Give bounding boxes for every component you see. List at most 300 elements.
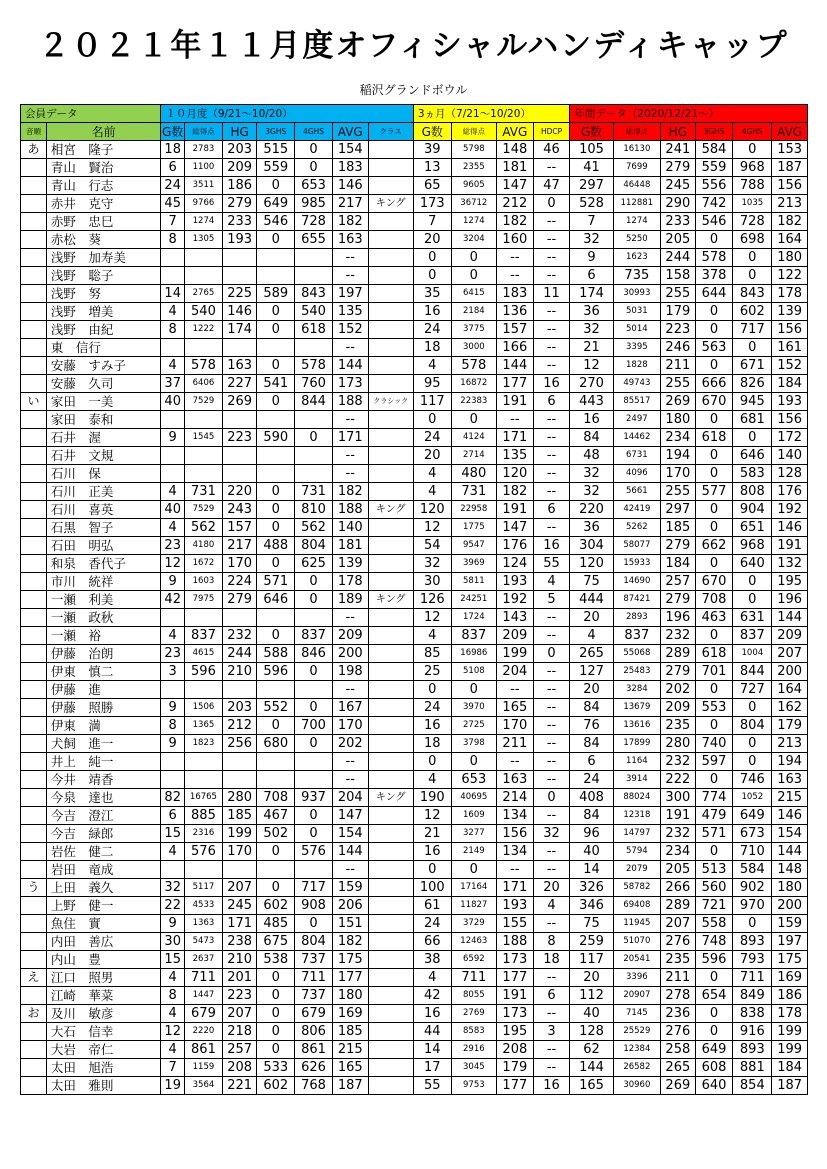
cell-oct-total: 16765 (185, 789, 223, 807)
cell-oct-total (185, 339, 223, 357)
table-row (21, 447, 808, 465)
cell-oct-hg: 210 (222, 663, 257, 681)
cell-oct-class (368, 645, 413, 663)
cell-3m-hdcp: 16 (533, 537, 570, 555)
cell-3m-games: 0 (413, 861, 451, 879)
cell-year-avg: 164 (772, 681, 808, 699)
cell-year-total: 20541 (613, 951, 660, 969)
cell-oct-class (368, 231, 413, 249)
cell-index (21, 735, 47, 753)
cell-3m-avg: 124 (496, 555, 533, 573)
cell-oct-hg: 257 (222, 1041, 257, 1059)
cell-year-3ghs: 748 (695, 933, 733, 951)
cell-year-games: 6 (570, 267, 613, 285)
table-row (21, 1077, 808, 1095)
cell-oct-games (161, 771, 185, 789)
cell-3m-avg: 157 (496, 321, 533, 339)
cell-year-4ghs: 968 (733, 159, 772, 177)
cell-oct-class (368, 861, 413, 879)
cell-oct-total: 7529 (185, 501, 223, 519)
cell-oct-avg: 217 (332, 195, 368, 213)
col-index: 音順 (21, 123, 47, 141)
group-october: １０月度（9/21～10/20） (161, 105, 414, 123)
cell-3m-total: 4124 (451, 429, 496, 447)
cell-oct-games (161, 465, 185, 483)
cell-oct-4ghs: 804 (295, 933, 333, 951)
table-row (21, 321, 808, 339)
cell-year-4ghs: 0 (733, 591, 772, 609)
cell-oct-total: 1447 (185, 987, 223, 1005)
cell-name: 東 信行 (46, 339, 160, 357)
cell-year-avg: 139 (772, 303, 808, 321)
cell-oct-games: 9 (161, 429, 185, 447)
cell-year-total: 3284 (613, 681, 660, 699)
cell-3m-games: 18 (413, 735, 451, 753)
cell-3m-games: 20 (413, 447, 451, 465)
cell-year-total: 16130 (613, 141, 660, 159)
cell-year-hg: 289 (661, 645, 696, 663)
table-row (21, 339, 808, 357)
cell-index (21, 195, 47, 213)
cell-3m-hdcp: -- (533, 843, 570, 861)
cell-year-avg: 169 (772, 969, 808, 987)
cell-oct-class (368, 249, 413, 267)
cell-year-3ghs: 774 (695, 789, 733, 807)
cell-3m-avg: 171 (496, 879, 533, 897)
cell-3m-total: 0 (451, 249, 496, 267)
cell-year-3ghs: 649 (695, 1041, 733, 1059)
cell-oct-hg: 232 (222, 627, 257, 645)
cell-oct-hg: 269 (222, 393, 257, 411)
cell-year-avg: 172 (772, 429, 808, 447)
cell-year-3ghs: 0 (695, 519, 733, 537)
cell-oct-4ghs (295, 609, 333, 627)
cell-oct-avg: 169 (332, 1005, 368, 1023)
table-row (21, 213, 808, 231)
cell-3m-avg: -- (496, 861, 533, 879)
cell-3m-total: 837 (451, 627, 496, 645)
cell-oct-3ghs: 488 (257, 537, 295, 555)
cell-name: 犬飼 進一 (46, 735, 160, 753)
cell-oct-total (185, 465, 223, 483)
cell-index: う (21, 879, 47, 897)
cell-3m-total: 11827 (451, 897, 496, 915)
cell-oct-avg: 154 (332, 825, 368, 843)
cell-year-hg: 279 (661, 591, 696, 609)
cell-oct-hg: 238 (222, 933, 257, 951)
cell-year-total: 58782 (613, 879, 660, 897)
cell-3m-avg: 182 (496, 483, 533, 501)
cell-oct-total (185, 771, 223, 789)
table-row (21, 933, 808, 951)
cell-year-3ghs: 0 (695, 321, 733, 339)
cell-oct-avg: 200 (332, 645, 368, 663)
cell-oct-avg: 173 (332, 375, 368, 393)
cell-3m-hdcp: -- (533, 357, 570, 375)
cell-3m-games: 7 (413, 213, 451, 231)
col-name: 名前 (46, 123, 160, 141)
cell-oct-hg: 186 (222, 177, 257, 195)
cell-oct-3ghs (257, 267, 295, 285)
cell-oct-total: 2765 (185, 285, 223, 303)
cell-oct-total: 1672 (185, 555, 223, 573)
cell-3m-hdcp: -- (533, 807, 570, 825)
cell-year-4ghs: 1035 (733, 195, 772, 213)
cell-oct-3ghs (257, 681, 295, 699)
cell-oct-3ghs (257, 339, 295, 357)
table-row (21, 555, 808, 573)
cell-year-hg: 235 (661, 951, 696, 969)
cell-3m-avg: 195 (496, 1023, 533, 1041)
cell-year-avg: 199 (772, 1023, 808, 1041)
cell-oct-class (368, 213, 413, 231)
cell-year-total: 30993 (613, 285, 660, 303)
cell-oct-4ghs: 985 (295, 195, 333, 213)
cell-year-games: 75 (570, 915, 613, 933)
cell-oct-4ghs: 576 (295, 843, 333, 861)
cell-oct-avg: 188 (332, 501, 368, 519)
cell-year-avg: 186 (772, 987, 808, 1005)
cell-oct-games: 37 (161, 375, 185, 393)
cell-name: 一瀬 利美 (46, 591, 160, 609)
cell-year-games: 304 (570, 537, 613, 555)
cell-oct-3ghs: 649 (257, 195, 295, 213)
cell-oct-avg: 209 (332, 627, 368, 645)
cell-3m-total: 0 (451, 861, 496, 879)
cell-3m-hdcp: -- (533, 1041, 570, 1059)
cell-year-avg: 122 (772, 267, 808, 285)
cell-year-games: 40 (570, 1005, 613, 1023)
cell-oct-games (161, 267, 185, 285)
cell-3m-games: 126 (413, 591, 451, 609)
cell-name: 石井 渥 (46, 429, 160, 447)
cell-year-3ghs: 0 (695, 465, 733, 483)
cell-name: 浅野 努 (46, 285, 160, 303)
cell-3m-total: 1724 (451, 609, 496, 627)
cell-oct-avg: 175 (332, 951, 368, 969)
cell-3m-hdcp: -- (533, 465, 570, 483)
table-row (21, 1041, 808, 1059)
cell-3m-games: 21 (413, 825, 451, 843)
cell-oct-3ghs: 571 (257, 573, 295, 591)
cell-year-games: 36 (570, 519, 613, 537)
cell-oct-games: 30 (161, 933, 185, 951)
cell-year-hg: 232 (661, 825, 696, 843)
cell-oct-games (161, 249, 185, 267)
cell-year-3ghs: 0 (695, 771, 733, 789)
cell-oct-3ghs (257, 447, 295, 465)
table-row (21, 645, 808, 663)
cell-oct-3ghs (257, 771, 295, 789)
cell-oct-class (368, 681, 413, 699)
cell-3m-games: 24 (413, 699, 451, 717)
cell-year-avg: 184 (772, 375, 808, 393)
cell-3m-total: 2184 (451, 303, 496, 321)
cell-oct-avg: -- (332, 861, 368, 879)
cell-year-avg: 200 (772, 663, 808, 681)
cell-name: 浅野 加寿美 (46, 249, 160, 267)
cell-name: 太田 旭浩 (46, 1059, 160, 1077)
cell-year-total: 2893 (613, 609, 660, 627)
cell-oct-hg (222, 447, 257, 465)
cell-year-hg: 185 (661, 519, 696, 537)
table-row (21, 537, 808, 555)
cell-year-games: 346 (570, 897, 613, 915)
cell-year-total: 13679 (613, 699, 660, 717)
cell-oct-class (368, 555, 413, 573)
cell-year-total: 17899 (613, 735, 660, 753)
cell-year-games: 32 (570, 483, 613, 501)
cell-year-total: 88024 (613, 789, 660, 807)
cell-3m-avg: 183 (496, 285, 533, 303)
cell-oct-games: 6 (161, 807, 185, 825)
cell-3m-games: 30 (413, 573, 451, 591)
cell-oct-class: キング (368, 789, 413, 807)
cell-year-games: 84 (570, 735, 613, 753)
cell-year-hg: 205 (661, 861, 696, 879)
table-row (21, 825, 808, 843)
cell-year-4ghs: 0 (733, 753, 772, 771)
cell-year-hg: 180 (661, 411, 696, 429)
cell-year-games: 174 (570, 285, 613, 303)
cell-3m-games: 100 (413, 879, 451, 897)
cell-name: 江口 照男 (46, 969, 160, 987)
cell-oct-4ghs: 578 (295, 357, 333, 375)
cell-3m-total: 3204 (451, 231, 496, 249)
cell-year-hg: 194 (661, 447, 696, 465)
cell-oct-total: 1222 (185, 321, 223, 339)
cell-3m-avg: 173 (496, 951, 533, 969)
cell-3m-avg: -- (496, 753, 533, 771)
cell-year-total: 3395 (613, 339, 660, 357)
cell-year-games: 36 (570, 303, 613, 321)
cell-year-3ghs: 662 (695, 537, 733, 555)
cell-oct-4ghs: 0 (295, 699, 333, 717)
cell-oct-total: 2783 (185, 141, 223, 159)
cell-3m-hdcp: 6 (533, 501, 570, 519)
cell-3m-games: 117 (413, 393, 451, 411)
cell-3m-games: 24 (413, 429, 451, 447)
cell-oct-avg: -- (332, 267, 368, 285)
cell-3m-total: 6415 (451, 285, 496, 303)
cell-year-4ghs: 583 (733, 465, 772, 483)
cell-3m-games: 95 (413, 375, 451, 393)
cell-year-3ghs: 556 (695, 177, 733, 195)
cell-oct-games: 4 (161, 1005, 185, 1023)
cell-3m-avg: 199 (496, 645, 533, 663)
cell-year-avg: 146 (772, 519, 808, 537)
cell-year-3ghs: 559 (695, 159, 733, 177)
cell-oct-3ghs: 0 (257, 987, 295, 1005)
cell-year-3ghs: 0 (695, 447, 733, 465)
cell-oct-games: 3 (161, 663, 185, 681)
cell-year-avg: 196 (772, 591, 808, 609)
cell-year-4ghs: 902 (733, 879, 772, 897)
cell-oct-3ghs: 485 (257, 915, 295, 933)
cell-year-4ghs: 893 (733, 933, 772, 951)
cell-oct-avg: -- (332, 465, 368, 483)
col-3m-avg: AVG (496, 123, 533, 141)
cell-oct-hg: 223 (222, 987, 257, 1005)
cell-year-games: 84 (570, 699, 613, 717)
cell-3m-total: 3798 (451, 735, 496, 753)
cell-oct-class (368, 573, 413, 591)
cell-name: 石黒 智子 (46, 519, 160, 537)
cell-oct-total: 4615 (185, 645, 223, 663)
cell-index (21, 591, 47, 609)
cell-year-games: 270 (570, 375, 613, 393)
cell-3m-hdcp: -- (533, 699, 570, 717)
cell-3m-games: 120 (413, 501, 451, 519)
cell-index (21, 843, 47, 861)
cell-name: 太田 雅則 (46, 1077, 160, 1095)
cell-oct-total: 2637 (185, 951, 223, 969)
cell-year-3ghs: 654 (695, 987, 733, 1005)
cell-3m-hdcp: -- (533, 735, 570, 753)
cell-index (21, 897, 47, 915)
cell-oct-hg: 220 (222, 483, 257, 501)
cell-year-avg: 146 (772, 807, 808, 825)
cell-oct-3ghs: 0 (257, 177, 295, 195)
cell-year-total: 14797 (613, 825, 660, 843)
cell-oct-4ghs: 626 (295, 1059, 333, 1077)
cell-3m-hdcp: -- (533, 267, 570, 285)
cell-3m-avg: 134 (496, 843, 533, 861)
col-year-avg: AVG (772, 123, 808, 141)
cell-index (21, 465, 47, 483)
cell-oct-3ghs: 0 (257, 519, 295, 537)
cell-year-hg: 266 (661, 879, 696, 897)
col-year-total: 総得点 (613, 123, 660, 141)
cell-oct-hg: 209 (222, 159, 257, 177)
cell-year-games: 20 (570, 609, 613, 627)
cell-name: 岩佐 健二 (46, 843, 160, 861)
cell-name: 井上 純一 (46, 753, 160, 771)
cell-year-3ghs: 513 (695, 861, 733, 879)
cell-oct-avg: 185 (332, 1023, 368, 1041)
col-year-hg: HG (661, 123, 696, 141)
cell-name: 一瀬 政秋 (46, 609, 160, 627)
cell-year-total: 58077 (613, 537, 660, 555)
cell-oct-class (368, 987, 413, 1005)
cell-3m-hdcp: 16 (533, 1077, 570, 1095)
cell-oct-4ghs: 655 (295, 231, 333, 249)
cell-3m-games: 18 (413, 339, 451, 357)
cell-year-hg: 196 (661, 609, 696, 627)
cell-year-4ghs: 788 (733, 177, 772, 195)
table-row (21, 411, 808, 429)
cell-oct-4ghs (295, 339, 333, 357)
cell-oct-games: 14 (161, 285, 185, 303)
cell-year-avg: 152 (772, 357, 808, 375)
cell-3m-hdcp: 4 (533, 897, 570, 915)
cell-3m-avg: -- (496, 267, 533, 285)
cell-oct-total (185, 249, 223, 267)
cell-oct-class (368, 717, 413, 735)
cell-oct-games: 15 (161, 951, 185, 969)
cell-oct-hg: 244 (222, 645, 257, 663)
cell-oct-3ghs (257, 609, 295, 627)
cell-oct-hg: 170 (222, 555, 257, 573)
cell-oct-4ghs: 0 (295, 735, 333, 753)
cell-index (21, 357, 47, 375)
cell-oct-hg: 225 (222, 285, 257, 303)
cell-year-3ghs: 618 (695, 429, 733, 447)
cell-oct-class: キング (368, 501, 413, 519)
cell-3m-avg: 155 (496, 915, 533, 933)
cell-year-games: 62 (570, 1041, 613, 1059)
cell-oct-class (368, 375, 413, 393)
cell-oct-hg (222, 465, 257, 483)
cell-oct-games: 4 (161, 969, 185, 987)
cell-year-3ghs: 0 (695, 627, 733, 645)
cell-oct-avg: 165 (332, 1059, 368, 1077)
cell-name: 内田 善広 (46, 933, 160, 951)
cell-oct-4ghs (295, 771, 333, 789)
cell-year-3ghs: 560 (695, 879, 733, 897)
cell-3m-games: 4 (413, 969, 451, 987)
cell-year-total: 3396 (613, 969, 660, 987)
cell-3m-total: 2355 (451, 159, 496, 177)
cell-oct-total: 596 (185, 663, 223, 681)
cell-year-3ghs: 0 (695, 357, 733, 375)
cell-oct-class (368, 357, 413, 375)
table-row (21, 717, 808, 735)
cell-3m-games: 44 (413, 1023, 451, 1041)
cell-3m-avg: 176 (496, 537, 533, 555)
cell-year-3ghs: 740 (695, 735, 733, 753)
cell-year-total: 55068 (613, 645, 660, 663)
cell-year-3ghs: 0 (695, 555, 733, 573)
cell-year-4ghs: 916 (733, 1023, 772, 1041)
cell-3m-avg: 193 (496, 897, 533, 915)
cell-3m-total: 0 (451, 411, 496, 429)
table-row (21, 753, 808, 771)
cell-year-4ghs: 0 (733, 429, 772, 447)
cell-3m-avg: 179 (496, 1059, 533, 1077)
cell-3m-total: 16986 (451, 645, 496, 663)
cell-3m-hdcp: -- (533, 1059, 570, 1077)
cell-year-hg: 245 (661, 177, 696, 195)
cell-oct-hg: 279 (222, 591, 257, 609)
cell-oct-games: 4 (161, 303, 185, 321)
cell-year-hg: 205 (661, 231, 696, 249)
cell-year-3ghs: 597 (695, 753, 733, 771)
cell-3m-games: 24 (413, 915, 451, 933)
cell-year-4ghs: 837 (733, 627, 772, 645)
cell-oct-avg: -- (332, 249, 368, 267)
cell-oct-hg (222, 753, 257, 771)
cell-index (21, 303, 47, 321)
cell-oct-4ghs: 843 (295, 285, 333, 303)
cell-year-4ghs: 0 (733, 915, 772, 933)
cell-index (21, 231, 47, 249)
cell-oct-games: 7 (161, 1059, 185, 1077)
cell-year-3ghs: 670 (695, 393, 733, 411)
cell-3m-games: 65 (413, 177, 451, 195)
cell-oct-4ghs: 0 (295, 429, 333, 447)
cell-oct-total: 711 (185, 969, 223, 987)
cell-oct-total: 9766 (185, 195, 223, 213)
cell-oct-avg: -- (332, 447, 368, 465)
cell-index (21, 501, 47, 519)
cell-year-3ghs: 0 (695, 231, 733, 249)
cell-oct-3ghs: 588 (257, 645, 295, 663)
cell-3m-hdcp: 47 (533, 177, 570, 195)
cell-year-avg: 193 (772, 393, 808, 411)
cell-3m-avg: 214 (496, 789, 533, 807)
table-row (21, 231, 808, 249)
